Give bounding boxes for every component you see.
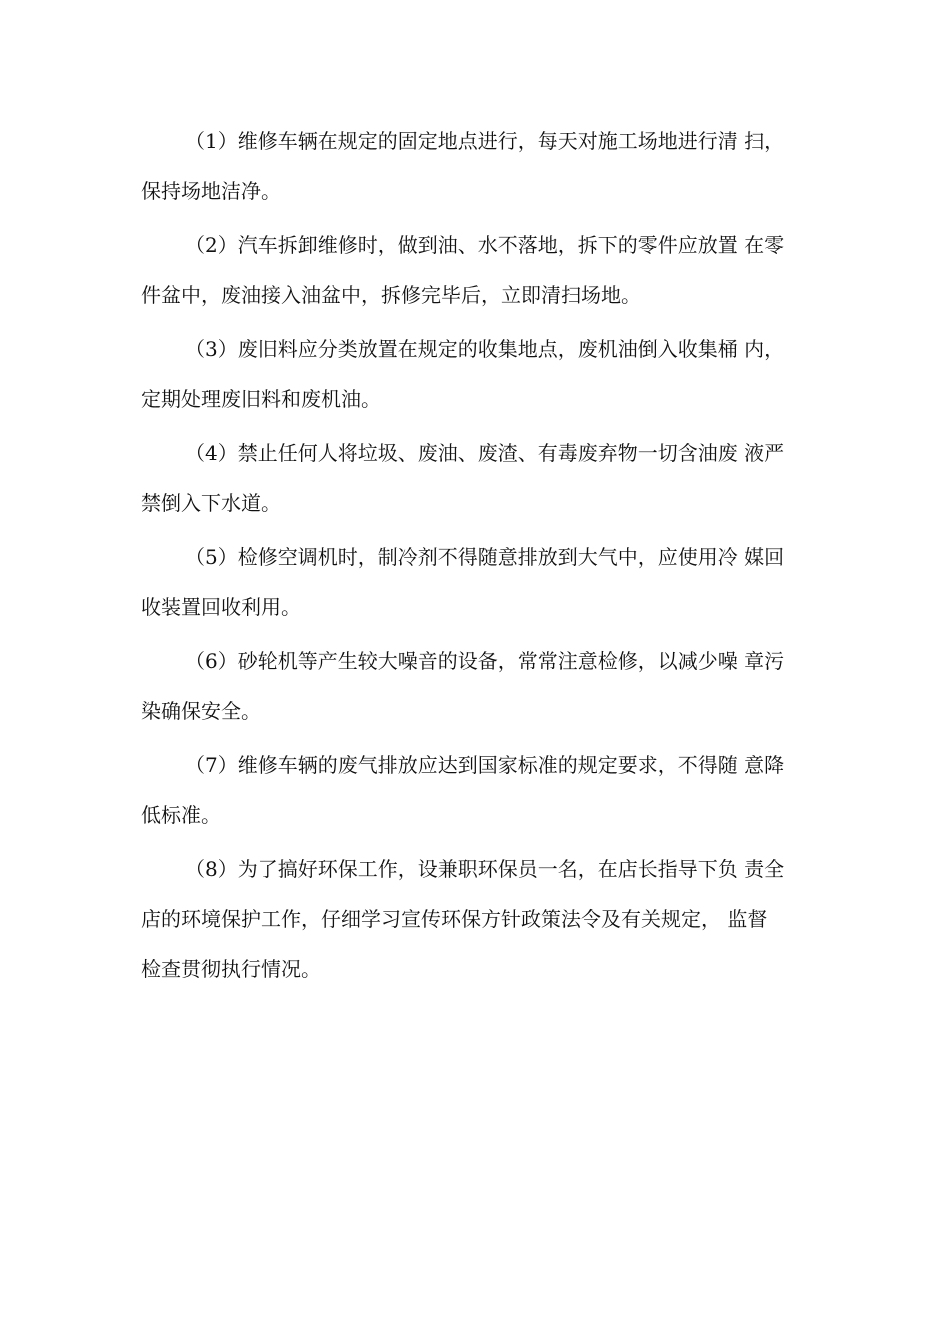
paragraph-5 <box>141 532 831 632</box>
paragraph-line: 低标准。 <box>141 803 221 827</box>
paragraph-8 <box>141 844 831 994</box>
paragraph-1 <box>141 116 831 216</box>
paragraph-line: （8）为了搞好环保工作，设兼职环保员一名，在店长指导下负 责全 <box>185 857 785 881</box>
paragraph-line: （7）维修车辆的废气排放应达到国家标准的规定要求，不得随 意降 <box>185 753 785 777</box>
paragraph-line: 禁倒入下水道。 <box>141 491 281 515</box>
paragraph-line: （6）砂轮机等产生较大噪音的设备，常常注意检修，以减少噪 章污 <box>185 649 785 673</box>
paragraph-line: 检查贯彻执行情况。 <box>141 957 321 981</box>
paragraph-line: 染确保安全。 <box>141 699 261 723</box>
paragraph-4 <box>141 428 831 528</box>
paragraph-line: 件盆中，废油接入油盆中，拆修完毕后，立即清扫场地。 <box>141 283 641 307</box>
paragraph-line: 收装置回收利用。 <box>141 595 301 619</box>
paragraph-line: （2）汽车拆卸维修时，做到油、水不落地，拆下的零件应放置 在零 <box>185 233 785 257</box>
paragraph-line: （4）禁止任何人将垃圾、废油、废渣、有毒废弃物一切含油废 液严 <box>185 441 785 465</box>
paragraph-3 <box>141 324 831 424</box>
paragraph-2 <box>141 220 831 320</box>
document-body <box>141 116 831 998</box>
paragraph-line: （5）检修空调机时，制冷剂不得随意排放到大气中，应使用冷 媒回 <box>185 545 785 569</box>
paragraph-line: （1）维修车辆在规定的固定地点进行，每天对施工场地进行清 扫， <box>185 129 785 153</box>
paragraph-7 <box>141 740 831 840</box>
paragraph-line: 定期处理废旧料和废机油。 <box>141 387 381 411</box>
paragraph-line: 保持场地洁净。 <box>141 179 281 203</box>
paragraph-6 <box>141 636 831 736</box>
paragraph-line: （3）废旧料应分类放置在规定的收集地点，废机油倒入收集桶 内， <box>185 337 785 361</box>
paragraph-line: 店的环境保护工作，仔细学习宣传环保方针政策法令及有关规定， 监督 <box>141 907 768 931</box>
